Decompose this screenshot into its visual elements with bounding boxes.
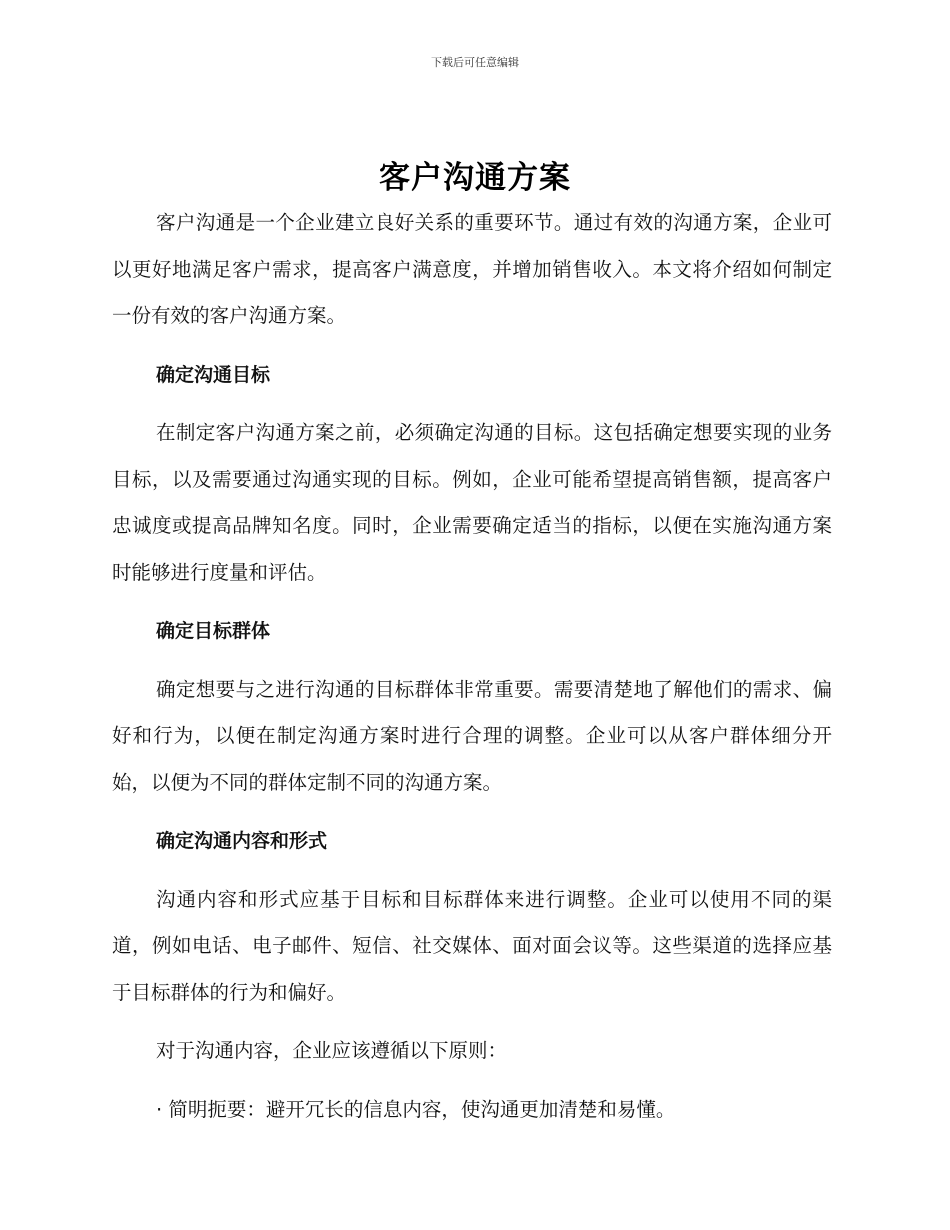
section-heading-content-format: 确定沟通内容和形式 [156,830,328,852]
bullet-item: · 简明扼要：避开冗长的信息内容，使沟通更加清楚和易懂。 [156,1097,676,1121]
header-note: 下载后可任意编辑 [431,56,519,69]
document-title: 客户沟通方案 [379,160,571,196]
document-body [112,200,832,1133]
principles-intro: 对于沟通内容，企业应该遵循以下原则： [156,1039,508,1062]
section-heading-audience: 确定目标群体 [156,620,271,642]
section-body-audience: 确定想要与之进行沟通的目标群体非常重要。需要清楚地了解他们的需求、偏好和行为，以便在制定沟通方案时进行合理的调整。企业可以从客户群体细分开始，以便为不同的群体定制不同的沟通方案。 [112,677,832,794]
section-body-content-format: 沟通内容和形式应基于目标和目标群体来进行调整。企业可以使用不同的渠道，例如电话、电子邮件、短信、社交媒体、面对面会议等。这些渠道的选择应基于目标群体的行为和偏好。 [112,887,832,1004]
section-heading-goals: 确定沟通目标 [156,363,271,386]
section-body-goals: 在制定客户沟通方案之前，必须确定沟通的目标。这包括确定想要实现的业务目标，以及需要通过沟通实现的目标。例如，企业可能希望提高销售额，提高客户忠诚度或提高品牌知名度。同时，企业需要确定适当的指标，以便在实施沟通方案时能够进行度量和评估。 [112,421,832,584]
intro-paragraph: 客户沟通是一个企业建立良好关系的重要环节。通过有效的沟通方案，企业可以更好地满足客户需求，提高客户满意度，并增加销售收入。本文将介绍如何制定一份有效的客户沟通方案。 [112,211,832,327]
